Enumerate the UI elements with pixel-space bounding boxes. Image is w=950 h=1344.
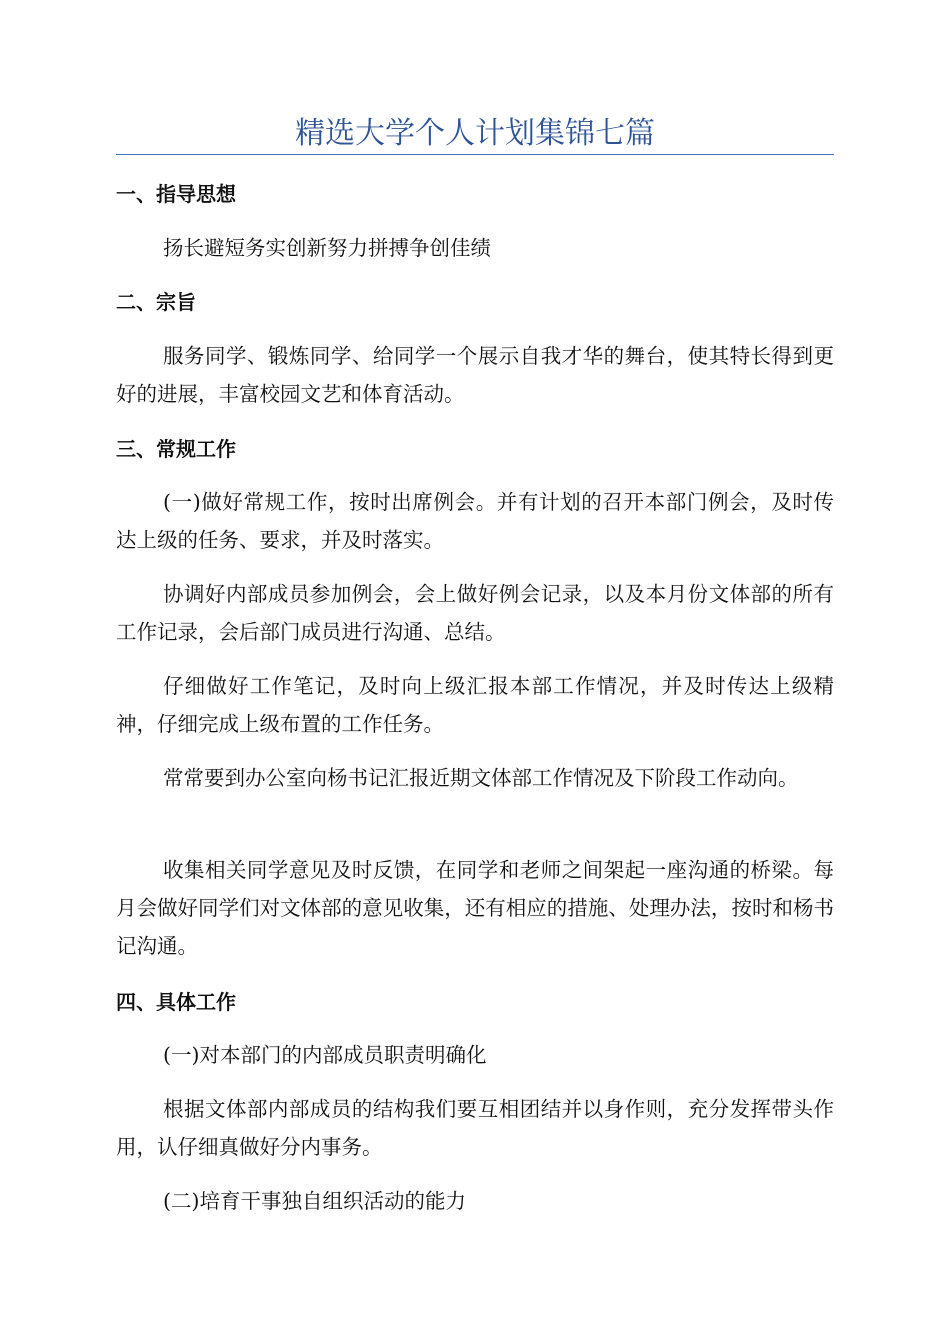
title-underline xyxy=(116,154,834,155)
section-heading-routine-work: 三、常规工作 xyxy=(116,437,236,461)
paragraph-specific-1: (一)对本部门的内部成员职责明确化 xyxy=(163,1043,487,1067)
section-heading-specific-work: 四、具体工作 xyxy=(116,990,236,1014)
paragraph-routine-2: 协调好内部成员参加例会，会上做好例会记录，以及本月份文体部的所有工作记录，会后部门成员进行沟通、总结。 xyxy=(116,582,834,644)
section-heading-guiding-ideology: 一、指导思想 xyxy=(116,182,236,206)
paragraph-specific-2: 根据文体部内部成员的结构我们要互相团结并以身作则，充分发挥带头作用，认仔细真做好分内事务。 xyxy=(116,1097,834,1159)
document-title: 精选大学个人计划集锦七篇 xyxy=(295,116,655,151)
paragraph-routine-4: 常常要到办公室向杨书记汇报近期文体部工作情况及下阶段工作动向。 xyxy=(163,766,799,790)
section-heading-purpose: 二、宗旨 xyxy=(116,290,196,314)
paragraph-purpose: 服务同学、锻炼同学、给同学一个展示自我才华的舞台，使其特长得到更好的进展，丰富校园文艺和体育活动。 xyxy=(116,344,834,406)
paragraph-routine-5: 收集相关同学意见及时反馈，在同学和老师之间架起一座沟通的桥梁。每月会做好同学们对文体部的意见收集，还有相应的措施、处理办法，按时和杨书记沟通。 xyxy=(116,858,834,958)
paragraph-routine-3: 仔细做好工作笔记，及时向上级汇报本部工作情况，并及时传达上级精神，仔细完成上级布置的工作任务。 xyxy=(116,674,834,736)
paragraph-guiding-ideology: 扬长避短务实创新努力拼搏争创佳绩 xyxy=(163,236,491,260)
paragraph-specific-3: (二)培育干事独自组织活动的能力 xyxy=(163,1189,466,1213)
paragraph-routine-1: (一)做好常规工作，按时出席例会。并有计划的召开本部门例会，及时传达上级的任务、要求，并及时落实。 xyxy=(116,490,834,552)
